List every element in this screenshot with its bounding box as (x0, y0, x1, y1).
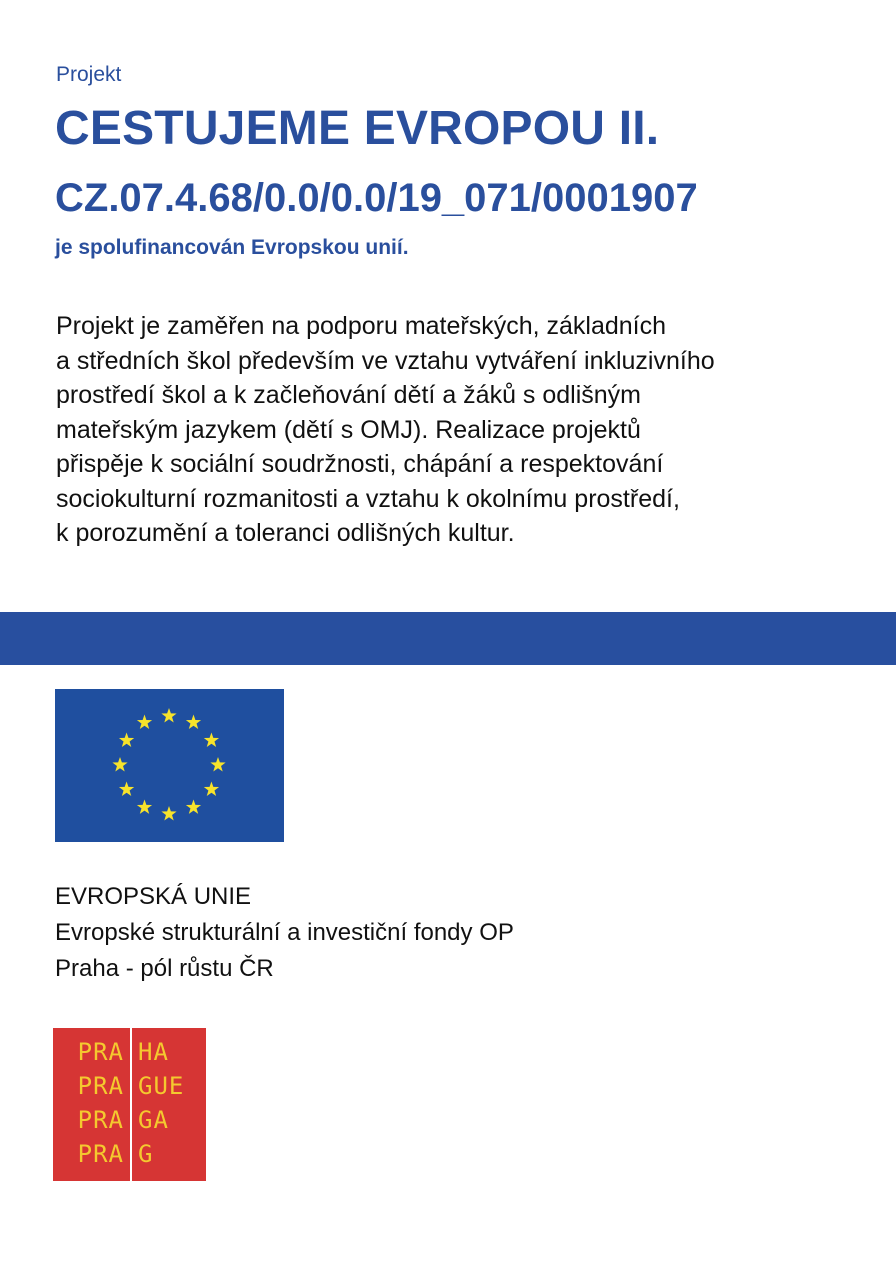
eu-star-icon (137, 715, 152, 729)
praha-logo-left: PRA (77, 1038, 124, 1066)
project-title: CESTUJEME EVROPOU II. (55, 102, 660, 155)
eu-star-icon (204, 733, 219, 747)
praha-logo-right: GUE (138, 1072, 185, 1100)
praha-logo-left: PRA (77, 1072, 124, 1100)
praha-logo-left: PRA (77, 1106, 124, 1134)
description-line: prostředí škol a k začleňování dětí a žáků s odlišným (56, 381, 642, 409)
praha-logo (53, 1028, 206, 1181)
description-line: mateřským jazykem (dětí s OMJ). Realizace projektů (56, 415, 641, 444)
eu-flag-stars (55, 689, 284, 842)
praha-logo-row (53, 1103, 206, 1137)
praha-logo-left: PRA (77, 1140, 124, 1168)
eu-star-icon (186, 799, 201, 813)
eu-flag-icon (55, 689, 284, 842)
cofinanced-statement: je spolufinancován Evropskou unií. (55, 236, 409, 259)
description-line: a středních škol především ve vztahu vytváření inkluzivního (56, 346, 715, 375)
eu-funds: Evropské strukturální a investiční fondy OP (55, 919, 514, 946)
eu-star-icon (137, 799, 152, 813)
eu-star-icon (210, 757, 225, 771)
description-line: k porozumění a toleranci odlišných kultur. (56, 519, 515, 547)
praha-logo-row (53, 1069, 206, 1103)
eu-star-icon (161, 806, 176, 820)
eu-program: Praha - pól růstu ČR (55, 955, 274, 982)
description-line: Projekt je zaměřen na podporu mateřských, základních (56, 312, 667, 340)
eu-name: EVROPSKÁ UNIE (55, 883, 252, 910)
eu-star-icon (119, 782, 134, 796)
praha-logo-right: GA (138, 1106, 169, 1134)
description-line: přispěje k sociální soudržnosti, chápání a respektování (56, 450, 664, 478)
project-code: CZ.07.4.68/0.0/0.0/19_071/0001907 (55, 176, 698, 220)
praha-logo-row (53, 1137, 206, 1171)
project-label: Projekt (56, 63, 122, 86)
eu-star-icon (161, 708, 176, 722)
praha-logo-right: G (138, 1140, 154, 1168)
eu-star-icon (204, 782, 219, 796)
blue-band-divider (0, 612, 896, 665)
eu-star-icon (112, 757, 127, 771)
eu-star-icon (119, 733, 134, 747)
praha-logo-right: HA (138, 1038, 169, 1066)
eu-funding-text (55, 879, 514, 987)
eu-star-icon (186, 715, 201, 729)
description-line: sociokulturní rozmanitosti a vztahu k okolnímu prostředí, (56, 484, 680, 513)
praha-logo-row (53, 1035, 206, 1069)
project-description (56, 309, 876, 551)
